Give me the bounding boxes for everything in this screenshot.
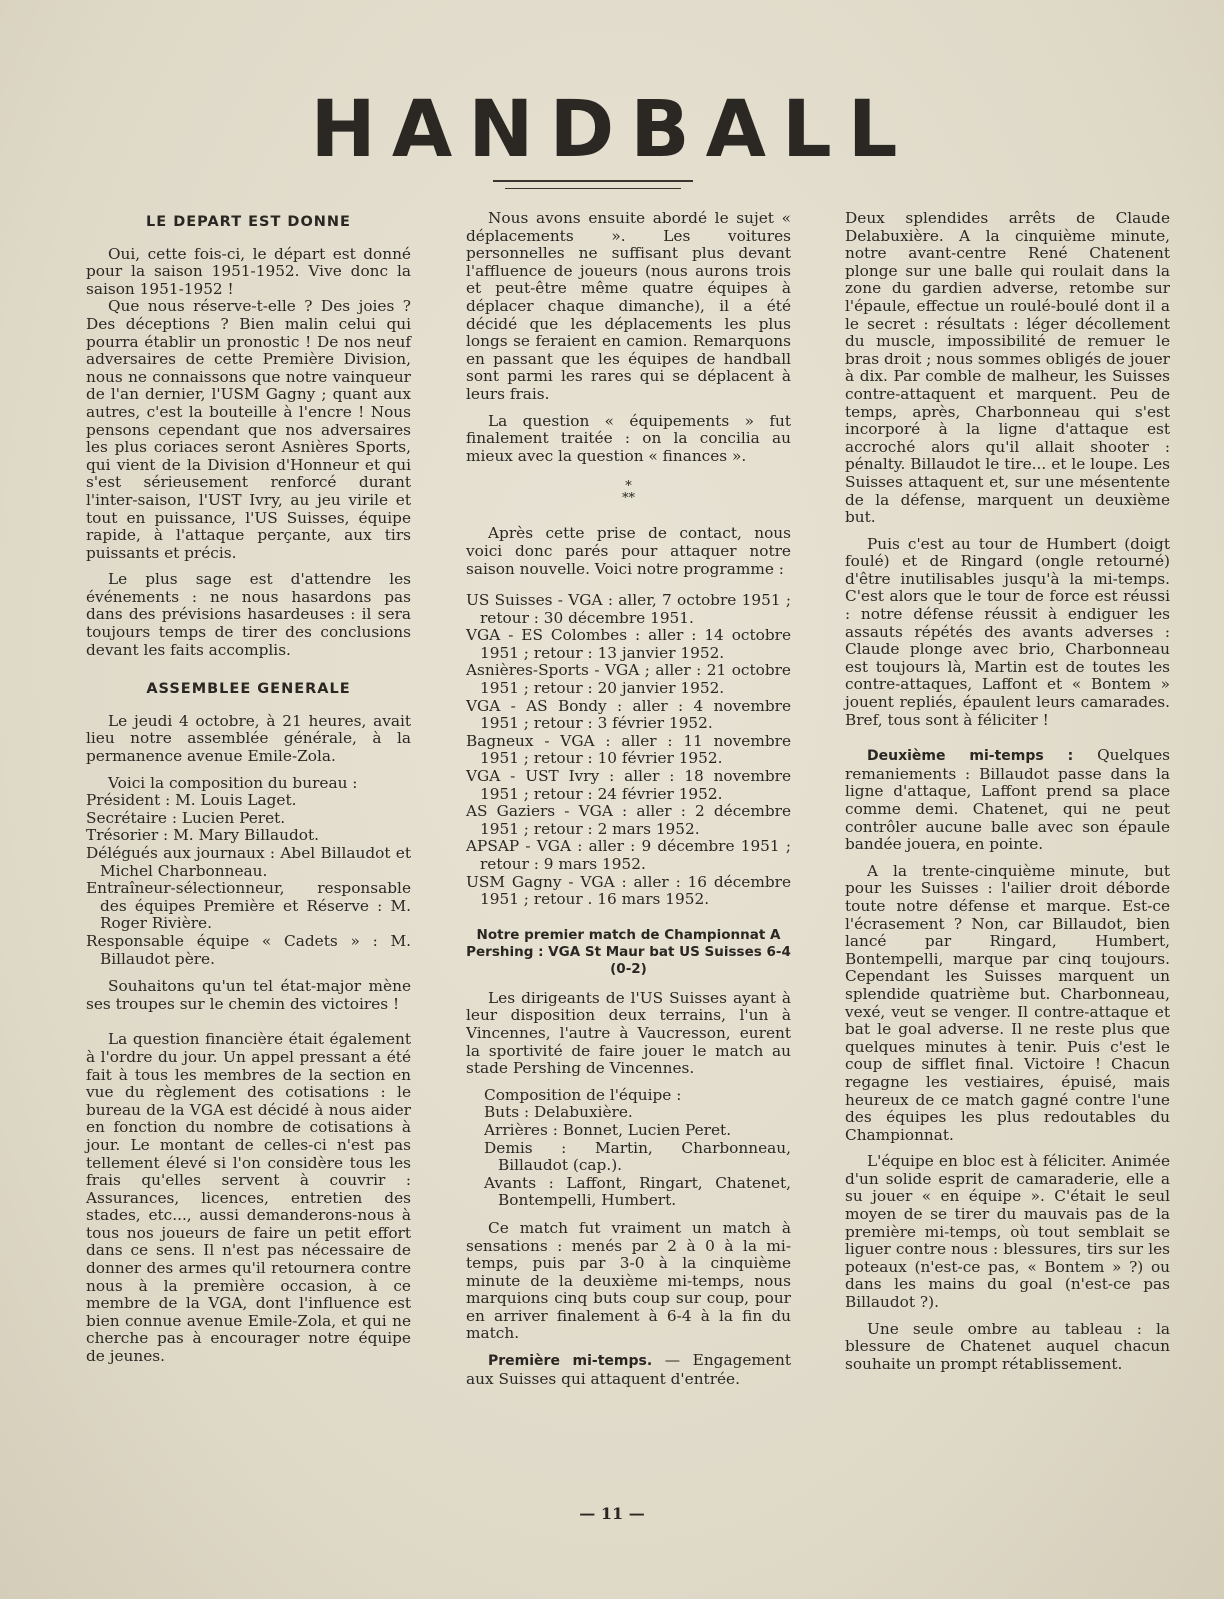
schedule-item: Asnières-Sports - VGA ; aller : 21 octobre 1951 ; retour : 20 janvier 1952. xyxy=(466,661,791,698)
paragraph: Après cette prise de contact, nous voici donc parés pour attaquer notre saison nouvelle. Voici notre programme : xyxy=(466,524,791,578)
label-first-half: Première mi-temps. xyxy=(488,1353,653,1370)
bureau-list xyxy=(86,792,411,968)
schedule-item: VGA - AS Bondy : aller : 4 novembre 1951 ; retour : 3 février 1952. xyxy=(466,696,791,733)
schedule-item: APSAP - VGA : aller : 9 décembre 1951 ; retour : 9 mars 1952. xyxy=(466,837,791,873)
team-line: Demis : Martin, Charbonneau, Billaudot (cap.). xyxy=(484,1138,791,1175)
column-middle xyxy=(466,210,791,1397)
team-line: Avants : Laffont, Ringart, Chatenet, Bontempelli, Humbert. xyxy=(484,1173,791,1210)
schedule-item: VGA - ES Colombes : aller : 14 octobre 1951 ; retour : 13 janvier 1952. xyxy=(466,626,791,662)
paragraph: Souhaitons qu'un tel état-major mène ses troupes sur le chemin des victoires ! xyxy=(86,977,411,1013)
page-title: HANDBALL xyxy=(310,85,914,175)
team-line: Arrières : Bonnet, Lucien Peret. xyxy=(484,1120,732,1139)
heading-depart: LE DEPART EST DONNE xyxy=(146,214,351,230)
schedule-item: AS Gaziers - VGA : aller : 2 décembre 1951 ; retour : 2 mars 1952. xyxy=(466,802,791,838)
paragraph: Les dirigeants de l'US Suisses ayant à leur disposition deux terrains, l'un à Vincennes, l'autre à Vaucresson, eurent la sportivité de faire jouer le match au stade Pershing de Vincennes. xyxy=(466,988,791,1078)
paragraph xyxy=(845,747,1170,854)
paragraph: A la trente-cinquième minute, but pour les Suisses : l'ailier droit déborde toute notre défense et marque. Est-ce l'écrasement ? Non, car Billaudot, bien lancé par Ringard, Humbert, Bontempelli, marque par cinq toujours. Cependant les Suisses marquent un splendide quatrième but. Charbonneau, vexé, veut se venger. Il contre-attaque et bat le goal adverse. Il ne reste plus que quelques minutes à tenir. Puis c'est le coup de sifflet final. Victoire ! Chacun regagne les vestiaires, épuisé, mais heureux de ce match gagné contre l'une des équipes les plus redoutables du Championnat. xyxy=(845,861,1170,1144)
schedule-list xyxy=(466,592,791,909)
paragraph: L'équipe en bloc est à féliciter. Animée d'un solide esprit de camaraderie, elle a su jouer « en équipe ». C'était le seul moyen de se tirer du mauvais pas de la première mi-temps, où tout semblait se liguer contre nous : blessures, tirs sur les poteaux (n'est-ce pas, « Bontem » ?) ou dans les mains du goal (n'est-ce pas Billaudot ?). xyxy=(845,1152,1170,1312)
heading-match: Notre premier match de Championnat A Pershing : VGA St Maur bat US Suisses 6-4 (0-2) xyxy=(466,926,791,977)
list-item: Entraîneur-sélectionneur, responsable des équipes Première et Réserve : M. Roger Rivière. xyxy=(86,879,411,933)
list-item: Délégués aux journaux : Abel Billaudot et Michel Charbonneau. xyxy=(86,844,411,880)
list-item: Président : M. Louis Laget. xyxy=(86,791,297,810)
paragraph: Ce match fut vraiment un match à sensations : menés par 2 à 0 à la mi-temps, puis par 3-0 à la cinquième minute de la deuxième mi-temps, nous marquions cinq buts coup sur coup, pour en arriver finalement à 6-4 à la fin du match. xyxy=(466,1218,791,1343)
title-rule-top xyxy=(493,180,693,182)
list-item: Secrétaire : Lucien Peret. xyxy=(86,808,286,827)
asterism-bottom: ** xyxy=(622,491,635,507)
paragraph: Oui, cette fois-ci, le départ est donné pour la saison 1951-1952. Vive donc la saison 1951-1952 ! xyxy=(86,244,411,298)
team-line: Buts : Delabuxière. xyxy=(484,1103,633,1122)
schedule-item: USM Gagny - VGA : aller : 16 décembre 1951 ; retour . 16 mars 1952. xyxy=(466,872,791,909)
paragraph-text: Quelques remaniements : Billaudot passe dans la ligne d'attaque, Laffont prend sa place comme demi. Chatenet, qui ne peut contrôler aucune balle avec son épaule bandée jouera, en pointe. xyxy=(845,746,1170,854)
paragraph: La question « équipements » fut finalement traitée : on la concilia au mieux avec la question « finances ». xyxy=(466,411,791,465)
paragraph: La question financière était également à l'ordre du jour. Un appel pressant a été fait à tous les membres de la section en vue du règlement des cotisations : le bureau de la VGA est décidé à nous aider en fonction du nombre de cotisations à jour. Le montant de celles-ci n'est pas tellement élevé si l'on considère tous les frais qu'elles servent à couvrir : Assurances, licences, entretien des stades, etc..., aussi demanderons-nous à tous nos joueurs de faire un petit effort dans ce sens. Il n'est pas nécessaire de donner des armes qu'il retournera contre nous à la première occasion, à ce membre de la VGA, dont l'influence est bien connue avenue Emile-Zola, et qui ne cherche pas à encourager notre équipe de jeunes. xyxy=(86,1030,411,1366)
list-item: Responsable équipe « Cadets » : M. Billaudot père. xyxy=(86,931,411,968)
column-right xyxy=(845,210,1170,1382)
heading-assemblee: ASSEMBLEE GENERALE xyxy=(146,681,351,698)
paragraph: Nous avons ensuite abordé le sujet « déplacements ». Les voitures personnelles ne suffisant plus devant l'affluence de joueurs (nous aurons trois et peut-être même quatre équipes à déplacer chaque dimanche), il a été décidé que les déplacements les plus longs se feraient en camion. Remarquons en passant que les équipes de handball sont parmi les rares qui se déplacent à leurs frais. xyxy=(466,209,791,403)
title-rule-bottom xyxy=(505,188,681,189)
schedule-item: VGA - UST Ivry : aller : 18 novembre 1951 ; retour : 24 février 1952. xyxy=(466,767,791,803)
label-second-half: Deuxième mi-temps : xyxy=(867,748,1074,765)
paragraph-text: — Engagement aux Suisses qui attaquent d'entrée. xyxy=(466,1351,791,1388)
paragraph: Deux splendides arrêts de Claude Delabuxière. A la cinquième minute, notre avant-centre René Chatenent plonge sur une balle qui roulait dans la zone du gardien adverse, retombe sur l'épaule, effectue un roulé-boulé dont il a le secret : résultats : léger décollement du muscle, impossibilité de remuer le bras droit ; nous sommes obligés de jouer à dix. Par comble de malheur, les Suisses contre-attaquent et marquent. Peu de temps, après, Charbonneau qui s'est incorporé à la ligne d'attaque est accroché alors qu'il allait shooter : pénalty. Billaudot le tire... et le loupe. Les Suisses attaquent et, sur une mésentente de la défense, marquent un deuxième but. xyxy=(845,209,1170,527)
paragraph xyxy=(466,1352,791,1388)
paragraph: Voici la composition du bureau : xyxy=(108,773,358,792)
asterism-top: * xyxy=(625,479,632,495)
paragraph: Une seule ombre au tableau : la blessure de Chatenet auquel chacun souhaite un prompt rétablissement. xyxy=(845,1319,1170,1373)
paragraph: Puis c'est au tour de Humbert (doigt foulé) et de Ringard (ongle retourné) d'être inutilisables jusqu'à la mi-temps. C'est alors que le tour de force est réussi : notre défense réussit à endiguer les assauts répétés des avants adverses : Claude plonge avec brio, Charbonneau est toujours là, Martin est de toutes les contre-attaques, Laffont et « Bontem » jouent repliés, épaulent leurs camarades. Bref, tous sont à féliciter ! xyxy=(845,534,1170,729)
section-separator xyxy=(466,481,791,505)
page-number: — 11 — xyxy=(579,1504,645,1523)
paragraph: Le plus sage est d'attendre les événements : ne nous hasardons pas dans des prévisions hasardeuses : il sera toujours temps de tirer des conclusions devant les faits accomplis. xyxy=(86,570,411,659)
list-item: Trésorier : M. Mary Billaudot. xyxy=(86,826,319,845)
schedule-item: Bagneux - VGA : aller : 11 novembre 1951 ; retour : 10 février 1952. xyxy=(466,731,791,768)
paragraph: Le jeudi 4 octobre, à 21 heures, avait lieu notre assemblée générale, à la permanence avenue Emile-Zola. xyxy=(86,711,411,766)
paragraph: Que nous réserve-t-elle ? Des joies ? Des déceptions ? Bien malin celui qui pourra établir un pronostic ! De nos neuf adversaires de cette Première Division, nous ne connaissons que notre vainqueur de l'an dernier, l'USM Gagny ; quant aux autres, c'est la bouteille à l'encre ! Nous pensons cependant que nos adversaires les plus coriaces seront Asnières Sports, qui vient de la Division d'Honneur et qui s'est sérieusement renforcé durant l'inter-saison, l'UST Ivry, au jeu virile et tout en puissance, l'US Suisses, équipe rapide, à l'attaque perçante, aux tirs puissants et précis. xyxy=(86,297,411,562)
team-composition xyxy=(484,1087,791,1210)
column-left xyxy=(86,210,411,1375)
schedule-item: US Suisses - VGA : aller, 7 octobre 1951 ; retour : 30 décembre 1951. xyxy=(466,591,791,627)
team-line: Composition de l'équipe : xyxy=(484,1085,682,1104)
